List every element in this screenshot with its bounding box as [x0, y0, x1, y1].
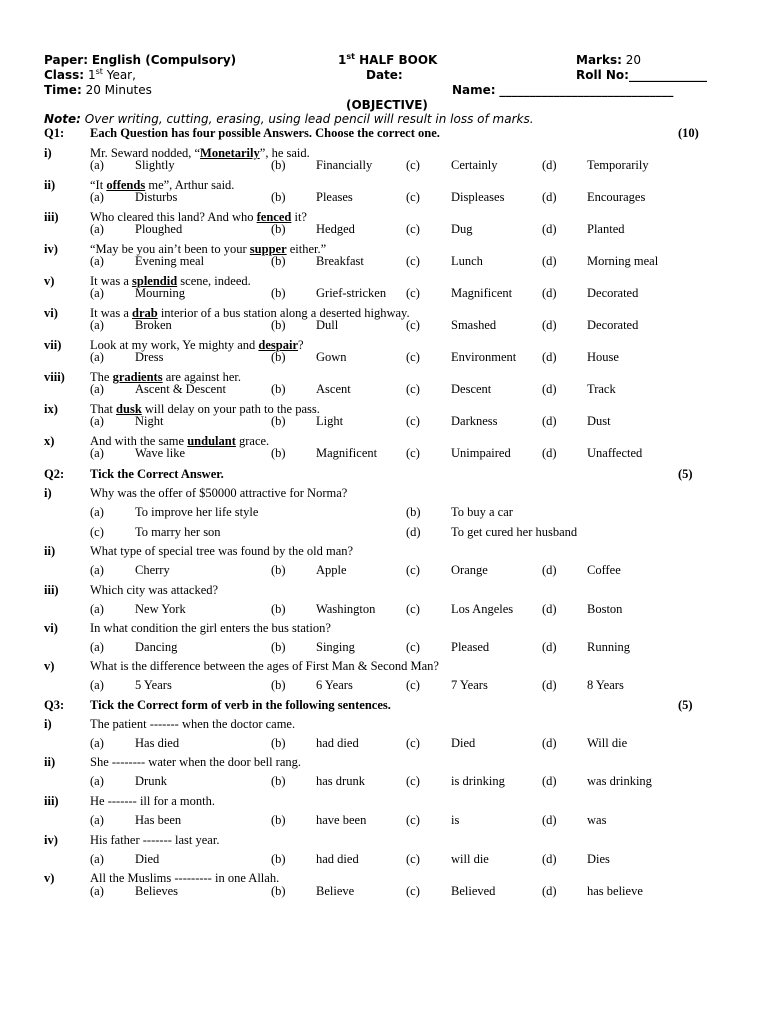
q1-letter-a: (a) [90, 382, 104, 396]
q3-option-b[interactable]: have been [316, 813, 367, 827]
q2-instruction: Tick the Correct Answer. [90, 467, 224, 481]
q1-stem: It was a drab interior of a bus station along a deserted highway. [90, 306, 410, 320]
roll-blank[interactable]: _____________ [628, 68, 707, 82]
q1-letter-a: (a) [90, 446, 104, 460]
q2-letter-a: (a) [90, 602, 104, 616]
note-label: Note: [44, 112, 81, 126]
q3-letter-d: (d) [542, 852, 557, 866]
q1-key-word: dusk [116, 402, 142, 416]
q3-option-a[interactable]: Has died [135, 736, 180, 750]
q1-option-d[interactable]: Morning meal [587, 254, 659, 268]
marks-value: 20 [625, 53, 641, 67]
q1-key-word: drab [132, 306, 158, 320]
class-sup: st [95, 67, 103, 76]
q2-label: Q2: [44, 467, 65, 481]
q1-option-d[interactable]: Decorated [587, 318, 639, 332]
q2-letter-d: (d) [542, 678, 557, 692]
class-line [44, 68, 136, 82]
marks-label: Marks: [576, 53, 622, 67]
q1-option-c[interactable]: Environment [451, 350, 517, 364]
q1-option-d[interactable]: Unaffected [587, 446, 643, 460]
q1-letter-b: (b) [271, 222, 286, 236]
class-num: 1 [87, 68, 96, 82]
name-line [452, 83, 673, 97]
q3-option-b[interactable]: Believe [316, 884, 355, 898]
q2-letter-b: (b) [406, 505, 421, 519]
name-blank[interactable]: _____________________________ [499, 83, 674, 97]
q2-letter-d: (d) [542, 602, 557, 616]
name-label: Name: [452, 83, 496, 97]
q2-letter-d: (d) [542, 640, 557, 654]
q1-option-b[interactable]: Light [316, 414, 344, 428]
q3-stem: She -------- water when the door bell rang. [90, 755, 302, 769]
q3-marks: (5) [678, 698, 693, 712]
q2-option-b[interactable]: 6 Years [316, 678, 353, 692]
q1-option-b[interactable]: Gown [316, 350, 347, 364]
q3-letter-d: (d) [542, 884, 557, 898]
marks-line [576, 53, 641, 67]
q1-option-a[interactable]: Evening meal [135, 254, 205, 268]
q1-option-a[interactable]: Night [135, 414, 164, 428]
q3-letter-c: (c) [406, 736, 420, 750]
q1-letter-c: (c) [406, 414, 420, 428]
q2-letter-c: (c) [406, 640, 420, 654]
q1-letter-c: (c) [406, 382, 420, 396]
q3-letter-c: (c) [406, 884, 420, 898]
q1-stem: The gradients are against her. [90, 370, 241, 384]
q3-option-c[interactable]: will die [451, 852, 489, 866]
q2-number: ii) [44, 544, 56, 558]
q1-stem: And with the same undulant grace. [90, 434, 270, 448]
book-sup: st [346, 52, 355, 61]
q1-number: iv) [44, 242, 58, 256]
q1-option-a[interactable]: Ascent & Descent [135, 382, 226, 396]
q1-letter-d: (d) [542, 414, 557, 428]
q2-option-b[interactable]: Singing [316, 640, 355, 654]
q1-key-word: gradients [112, 370, 163, 384]
q1-number: x) [44, 434, 55, 448]
q1-option-c[interactable]: Smashed [451, 318, 497, 332]
roll-line [576, 68, 707, 82]
q2-stem: What is the difference between the ages of First Man & Second Man? [90, 659, 439, 673]
q3-option-c[interactable]: Believed [451, 884, 496, 898]
q1-option-a[interactable]: Ploughed [135, 222, 183, 236]
q2-letter-c: (c) [406, 678, 420, 692]
q1-option-c[interactable]: Lunch [451, 254, 483, 268]
roll-label: Roll No: [576, 68, 629, 82]
q3-option-b[interactable]: had died [316, 736, 359, 750]
q1-stem: “It offends me”, Arthur said. [90, 178, 235, 192]
q2-letter-a: (a) [90, 505, 104, 519]
date-label: Date: [366, 68, 403, 82]
q1-option-a[interactable]: Disturbs [135, 190, 178, 204]
q1-option-c[interactable]: Displeases [451, 190, 505, 204]
q2-letter-b: (b) [271, 640, 286, 654]
q3-stem: The patient ------- when the doctor came. [90, 717, 296, 731]
q2-option-d[interactable]: Running [587, 640, 631, 654]
q1-option-d[interactable]: Dust [587, 414, 611, 428]
q3-label: Q3: [44, 698, 65, 712]
q3-letter-a: (a) [90, 736, 104, 750]
q1-stem: Mr. Seward nodded, “Monetarily”, he said. [90, 146, 310, 160]
q3-letter-b: (b) [271, 884, 286, 898]
q1-letter-d: (d) [542, 158, 557, 172]
q1-option-d[interactable]: Decorated [587, 286, 639, 300]
q3-letter-a: (a) [90, 852, 104, 866]
q1-letter-d: (d) [542, 318, 557, 332]
q3-number: iii) [44, 794, 59, 808]
q1-letter-a: (a) [90, 254, 104, 268]
q1-option-d[interactable]: Encourages [587, 190, 646, 204]
objective-heading: (OBJECTIVE) [346, 98, 428, 112]
q3-stem: His father ------- last year. [90, 833, 220, 847]
q1-option-b[interactable]: Grief-stricken [316, 286, 387, 300]
q2-option-a[interactable]: New York [135, 602, 186, 616]
q3-option-c[interactable]: is drinking [451, 774, 505, 788]
q3-option-d[interactable]: Will die [587, 736, 628, 750]
q1-letter-a: (a) [90, 350, 104, 364]
q1-letter-b: (b) [271, 446, 286, 460]
q1-option-a[interactable]: Dress [135, 350, 164, 364]
q2-letter-c: (c) [90, 525, 104, 539]
q1-stem: That dusk will delay on your path to the pass. [90, 402, 320, 416]
q3-letter-a: (a) [90, 774, 104, 788]
q3-number: v) [44, 871, 55, 885]
q2-option-c[interactable]: To marry her son [135, 525, 221, 539]
q2-marks: (5) [678, 467, 693, 481]
q1-letter-a: (a) [90, 414, 104, 428]
q2-stem: Why was the offer of $50000 attractive for Norma? [90, 486, 348, 500]
q1-letter-c: (c) [406, 254, 420, 268]
book-title [338, 53, 437, 67]
q2-number: vi) [44, 621, 58, 635]
q2-letter-a: (a) [90, 640, 104, 654]
class-rest: Year, [102, 68, 136, 82]
q1-option-c[interactable]: Magnificent [451, 286, 513, 300]
q2-letter-c: (c) [406, 602, 420, 616]
book-rest: HALF BOOK [354, 53, 438, 67]
q1-option-a[interactable]: Broken [135, 318, 172, 332]
q3-letter-d: (d) [542, 813, 557, 827]
q3-number: i) [44, 717, 52, 731]
q1-key-word: supper [249, 242, 287, 256]
q3-number: ii) [44, 755, 56, 769]
q1-option-b[interactable]: Breakfast [316, 254, 364, 268]
q1-option-c[interactable]: Descent [451, 382, 492, 396]
q2-option-d[interactable]: 8 Years [587, 678, 624, 692]
time-line [44, 83, 152, 97]
q1-stem: Look at my work, Ye mighty and despair? [90, 338, 304, 352]
book-num: 1 [338, 53, 347, 67]
date-line [366, 68, 403, 82]
q2-option-a[interactable]: 5 Years [135, 678, 172, 692]
q2-option-d[interactable]: Coffee [587, 563, 621, 577]
q3-letter-d: (d) [542, 736, 557, 750]
q2-option-a[interactable]: Dancing [135, 640, 178, 654]
q2-number: i) [44, 486, 52, 500]
q2-option-b[interactable]: Washington [316, 602, 376, 616]
paper-line [44, 53, 236, 67]
q2-stem: What type of special tree was found by the old man? [90, 544, 354, 558]
q3-option-c[interactable]: Died [451, 736, 476, 750]
q3-letter-b: (b) [271, 813, 286, 827]
q3-letter-c: (c) [406, 813, 420, 827]
q3-letter-b: (b) [271, 852, 286, 866]
q1-letter-b: (b) [271, 286, 286, 300]
note [44, 112, 534, 126]
q1-stem: It was a splendid scene, indeed. [90, 274, 251, 288]
q3-number: iv) [44, 833, 58, 847]
paper-label: Paper: [44, 53, 89, 67]
time-value: 20 Minutes [85, 83, 152, 97]
q1-letter-d: (d) [542, 190, 557, 204]
q1-letter-b: (b) [271, 350, 286, 364]
q1-number: vii) [44, 338, 62, 352]
q2-number: iii) [44, 583, 59, 597]
q1-key-word: splendid [132, 274, 178, 288]
q3-instruction: Tick the Correct form of verb in the following sentences. [90, 698, 391, 712]
q1-option-d[interactable]: Planted [587, 222, 625, 236]
q1-letter-d: (d) [542, 254, 557, 268]
q1-key-word: undulant [187, 434, 236, 448]
q1-marks: (10) [678, 126, 699, 140]
q2-option-b[interactable]: Apple [316, 563, 347, 577]
q1-letter-d: (d) [542, 350, 557, 364]
q2-stem: In what condition the girl enters the bus station? [90, 621, 331, 635]
q1-stem: Who cleared this land? And who fenced it? [90, 210, 307, 224]
q3-option-a[interactable]: Died [135, 852, 160, 866]
q1-number: viii) [44, 370, 65, 384]
q2-letter-a: (a) [90, 563, 104, 577]
q1-key-word: offends [106, 178, 146, 192]
q1-option-d[interactable]: Temporarily [587, 158, 649, 172]
q2-number: v) [44, 659, 55, 673]
q1-option-d[interactable]: House [587, 350, 619, 364]
note-text: Over writing, cutting, erasing, using lead pencil will result in loss of marks. [84, 112, 534, 126]
q1-letter-d: (d) [542, 382, 557, 396]
q3-stem: He ------- ill for a month. [90, 794, 215, 808]
q1-option-a[interactable]: Mourning [135, 286, 185, 300]
q1-letter-b: (b) [271, 414, 286, 428]
q2-option-c[interactable]: Los Angeles [451, 602, 514, 616]
q1-letter-b: (b) [271, 158, 286, 172]
q1-letter-c: (c) [406, 190, 420, 204]
q1-letter-c: (c) [406, 222, 420, 236]
q1-option-b[interactable]: Pleases [316, 190, 353, 204]
q1-letter-c: (c) [406, 350, 420, 364]
q1-number: ix) [44, 402, 58, 416]
q1-instruction: Each Question has four possible Answers. Choose the correct one. [90, 126, 440, 140]
q3-letter-a: (a) [90, 813, 104, 827]
q2-option-a[interactable]: To improve her life style [135, 505, 259, 519]
q1-option-b[interactable]: Hedged [316, 222, 355, 236]
q3-letter-b: (b) [271, 736, 286, 750]
q3-option-d[interactable]: was drinking [587, 774, 652, 788]
q1-letter-d: (d) [542, 446, 557, 460]
q3-letter-b: (b) [271, 774, 286, 788]
time-label: Time: [44, 83, 82, 97]
q3-letter-c: (c) [406, 774, 420, 788]
q1-option-b[interactable]: Ascent [316, 382, 351, 396]
q3-letter-d: (d) [542, 774, 557, 788]
q1-option-b[interactable]: Financially [316, 158, 373, 172]
q1-option-a[interactable]: Wave like [135, 446, 186, 460]
q1-letter-c: (c) [406, 158, 420, 172]
q1-option-c[interactable]: Unimpaired [451, 446, 511, 460]
q1-number: i) [44, 146, 52, 160]
q2-letter-c: (c) [406, 563, 420, 577]
q1-key-word: despair [258, 338, 298, 352]
q2-option-c[interactable]: 7 Years [451, 678, 488, 692]
q3-option-a[interactable]: Believes [135, 884, 179, 898]
q1-letter-c: (c) [406, 446, 420, 460]
q3-stem: All the Muslims --------- in one Allah. [90, 871, 280, 885]
q1-letter-a: (a) [90, 286, 104, 300]
q2-letter-d: (d) [406, 525, 421, 539]
q1-letter-b: (b) [271, 382, 286, 396]
q3-option-a[interactable]: Drunk [135, 774, 167, 788]
q3-option-b[interactable]: has drunk [316, 774, 365, 788]
q1-number: iii) [44, 210, 59, 224]
q2-letter-d: (d) [542, 563, 557, 577]
q2-option-c[interactable]: Orange [451, 563, 488, 577]
q1-letter-a: (a) [90, 222, 104, 236]
q2-letter-b: (b) [271, 602, 286, 616]
q1-option-c[interactable]: Darkness [451, 414, 498, 428]
q3-letter-a: (a) [90, 884, 104, 898]
q1-letter-d: (d) [542, 222, 557, 236]
q3-option-a[interactable]: Has been [135, 813, 182, 827]
q2-option-d[interactable]: Boston [587, 602, 623, 616]
q2-letter-b: (b) [271, 563, 286, 577]
q1-option-c[interactable]: Certainly [451, 158, 498, 172]
q1-number: ii) [44, 178, 56, 192]
q3-letter-c: (c) [406, 852, 420, 866]
q1-number: v) [44, 274, 55, 288]
q1-option-c[interactable]: Dug [451, 222, 473, 236]
q1-option-a[interactable]: Slightly [135, 158, 175, 172]
q2-stem: Which city was attacked? [90, 583, 219, 597]
q1-letter-b: (b) [271, 254, 286, 268]
q2-option-b[interactable]: To buy a car [451, 505, 513, 519]
q1-letter-b: (b) [271, 190, 286, 204]
q1-number: vi) [44, 306, 58, 320]
q1-letter-c: (c) [406, 286, 420, 300]
q1-key-word: fenced [256, 210, 292, 224]
q1-letter-a: (a) [90, 158, 104, 172]
q3-option-b[interactable]: had died [316, 852, 359, 866]
q1-letter-a: (a) [90, 190, 104, 204]
q1-stem: “May be you ain’t been to your supper either.” [90, 242, 327, 256]
q2-option-c[interactable]: Pleased [451, 640, 490, 654]
q1-letter-a: (a) [90, 318, 104, 332]
q2-option-d[interactable]: To get cured her husband [451, 525, 578, 539]
q3-option-d[interactable]: has believe [587, 884, 643, 898]
q1-letter-b: (b) [271, 318, 286, 332]
q2-letter-a: (a) [90, 678, 104, 692]
q3-option-d[interactable]: Dies [587, 852, 610, 866]
q2-option-a[interactable]: Cherry [135, 563, 170, 577]
q3-option-c[interactable]: is [451, 813, 460, 827]
paper-value: English (Compulsory) [91, 53, 237, 67]
q1-option-b[interactable]: Magnificent [316, 446, 378, 460]
q3-option-d[interactable]: was [587, 813, 607, 827]
q1-option-b[interactable]: Dull [316, 318, 339, 332]
q1-label: Q1: [44, 126, 65, 140]
q1-letter-d: (d) [542, 286, 557, 300]
q1-letter-c: (c) [406, 318, 420, 332]
class-label: Class: [44, 68, 85, 82]
q1-key-word: Monetarily [200, 146, 260, 160]
q1-option-d[interactable]: Track [587, 382, 616, 396]
q2-letter-b: (b) [271, 678, 286, 692]
